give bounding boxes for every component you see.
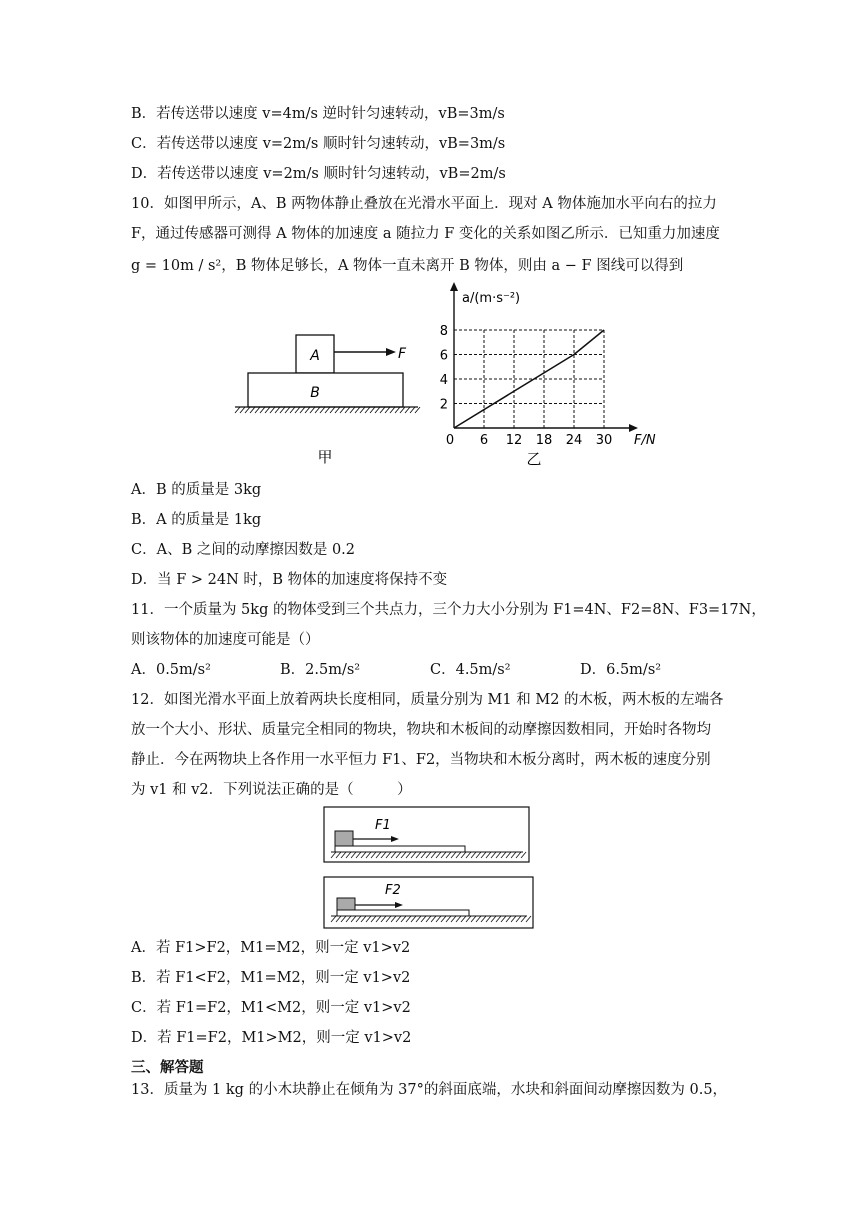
y-tick-label: 2 <box>439 397 448 413</box>
board-2 <box>337 910 469 916</box>
x-tick-label: 0 <box>445 433 455 448</box>
q10-option-c: C．A、B 之间的动摩擦因数是 0.2 <box>131 542 355 558</box>
hatch-stroke <box>345 407 350 413</box>
hatch-stroke <box>375 407 380 413</box>
hatch-stroke <box>340 407 345 413</box>
hatch-stroke <box>245 407 250 413</box>
figure-board-f2 <box>323 876 535 930</box>
q10-option-a: A．B 的质量是 3kg <box>131 482 262 498</box>
hatch-stroke <box>295 407 300 413</box>
hatch-stroke <box>255 407 260 413</box>
x-tick-label: 12 <box>505 433 523 448</box>
hatch-stroke <box>265 407 270 413</box>
x-axis-arrow <box>629 424 638 432</box>
q12-option-a: A．若 F1>F2，M1=M2，则一定 v1>v2 <box>131 940 411 956</box>
q11-option-b: B．2.5m/s² <box>280 662 361 678</box>
q12-stem-line4: 为 v1 和 v2．下列说法正确的是（ ） <box>131 782 412 798</box>
hatch-stroke <box>315 407 320 413</box>
figure-jia <box>230 330 430 470</box>
small-block-2 <box>337 898 355 910</box>
q11-option-a: A．0.5m/s² <box>131 662 211 678</box>
y-axis-label: a/(m·s⁻²) <box>462 291 521 306</box>
hatch-stroke <box>405 407 410 413</box>
q10-stem-line1: 10．如图甲所示，A、B 两物体静止叠放在光滑水平面上．现对 A 物体施加水平向右的拉力 <box>131 196 717 212</box>
hatch-stroke <box>280 407 285 413</box>
q10-stem-line3: g = 10m / s²，B 物体足够长，A 物体一直未离开 B 物体，则由 a − F 图线可以得到 <box>131 258 684 274</box>
q12-stem-line1: 12．如图光滑水平面上放着两块长度相同，质量分别为 M1 和 M2 的木板，两木板的左端各 <box>131 692 724 708</box>
hatch-stroke <box>415 407 420 413</box>
q11-option-c: C．4.5m/s² <box>430 662 511 678</box>
q12-stem-line3: 静止．今在两物块上各作用一水平恒力 F1、F2，当物块和木板分离时，两木板的速度分别 <box>131 752 711 768</box>
q12-stem-line2: 放一个大小、形状、质量完全相同的物块，物块和木板间的动摩擦因数相同，开始时各物均 <box>131 722 711 738</box>
hatch-stroke <box>270 407 275 413</box>
q10-option-b: B．A 的质量是 1kg <box>131 512 262 528</box>
q9-option-b: B．若传送带以速度 v=4m/s 逆时针匀速转动，vB=3m/s <box>131 106 505 122</box>
hatch-stroke <box>365 407 370 413</box>
hatch-stroke <box>330 407 335 413</box>
hatch-stroke <box>260 407 265 413</box>
q12-option-c: C．若 F1=F2，M1<M2，则一定 v1>v2 <box>131 1000 411 1016</box>
hatch-stroke <box>410 407 415 413</box>
x-tick-label: 18 <box>535 433 553 448</box>
label-f: F <box>398 346 407 362</box>
y-tick-label: 8 <box>439 324 448 339</box>
q9-option-d: D．若传送带以速度 v=2m/s 顺时针匀速转动，vB=2m/s <box>131 166 506 182</box>
hatch-stroke <box>395 407 400 413</box>
small-block-1 <box>335 831 353 846</box>
hatch-stroke <box>235 407 240 413</box>
figure-board-f1 <box>323 806 531 864</box>
hatch-stroke <box>360 407 365 413</box>
board-1 <box>335 846 465 852</box>
hatch-stroke <box>385 407 390 413</box>
hatch-stroke <box>285 407 290 413</box>
hatch-stroke <box>275 407 280 413</box>
q10-stem-line2: F，通过传感器可测得 A 物体的加速度 a 随拉力 F 变化的关系如图乙所示．已知重力加速度 <box>131 226 720 242</box>
y-tick-label: 6 <box>439 348 448 364</box>
q11-stem-line2: 则该物体的加速度可能是（） <box>131 632 320 648</box>
q11-stem-line1: 11．一个质量为 5kg 的物体受到三个共点力，三个力大小分别为 F1=4N、F2=8N、F3=17N， <box>131 602 766 618</box>
hatch-stroke <box>240 407 245 413</box>
y-axis-arrow <box>450 282 458 291</box>
ground-hatch <box>235 407 420 413</box>
series-line <box>574 330 604 355</box>
q10-option-d: D．当 F > 24N 时，B 物体的加速度将保持不变 <box>131 572 448 588</box>
q9-option-c: C．若传送带以速度 v=2m/s 顺时针匀速转动，vB=3m/s <box>131 136 506 152</box>
y-tick-label: 4 <box>439 373 448 388</box>
hatch-stroke <box>290 407 295 413</box>
x-tick-label: 6 <box>479 433 489 448</box>
q11-option-d: D．6.5m/s² <box>580 662 662 678</box>
hatch-stroke <box>400 407 405 413</box>
figure-yi-chart <box>432 280 656 470</box>
q12-option-d: D．若 F1=F2，M1>M2，则一定 v1>v2 <box>131 1030 412 1046</box>
q13-stem-line1: 13．质量为 1 kg 的小木块静止在倾角为 37°的斜面底端，水块和斜面间动摩擦因数为 0.5， <box>131 1082 728 1098</box>
hatch-stroke <box>355 407 360 413</box>
hatch-stroke <box>300 407 305 413</box>
x-tick-label: 24 <box>565 433 583 448</box>
hatch-stroke <box>250 407 255 413</box>
force-arrowhead <box>386 348 396 356</box>
hatch-stroke <box>335 407 340 413</box>
label-f1: F1 <box>375 818 391 833</box>
caption-yi: 乙 <box>526 450 542 468</box>
hatch-stroke <box>325 407 330 413</box>
label-f2: F2 <box>385 883 401 898</box>
caption-jia: 甲 <box>317 448 333 466</box>
hatch-stroke <box>390 407 395 413</box>
hatch-stroke <box>370 407 375 413</box>
x-tick-label: 30 <box>595 433 613 448</box>
hatch-stroke <box>305 407 310 413</box>
hatch-stroke <box>310 407 315 413</box>
x-axis-label: F/N <box>634 433 656 448</box>
hatch-stroke <box>320 407 325 413</box>
q12-option-b: B．若 F1<F2，M1=M2，则一定 v1>v2 <box>131 970 411 986</box>
hatch-stroke <box>350 407 355 413</box>
block-b <box>248 373 403 407</box>
label-a: A <box>310 348 320 364</box>
section-heading: 三、解答题 <box>131 1059 204 1076</box>
label-b: B <box>310 385 320 401</box>
hatch-stroke <box>380 407 385 413</box>
